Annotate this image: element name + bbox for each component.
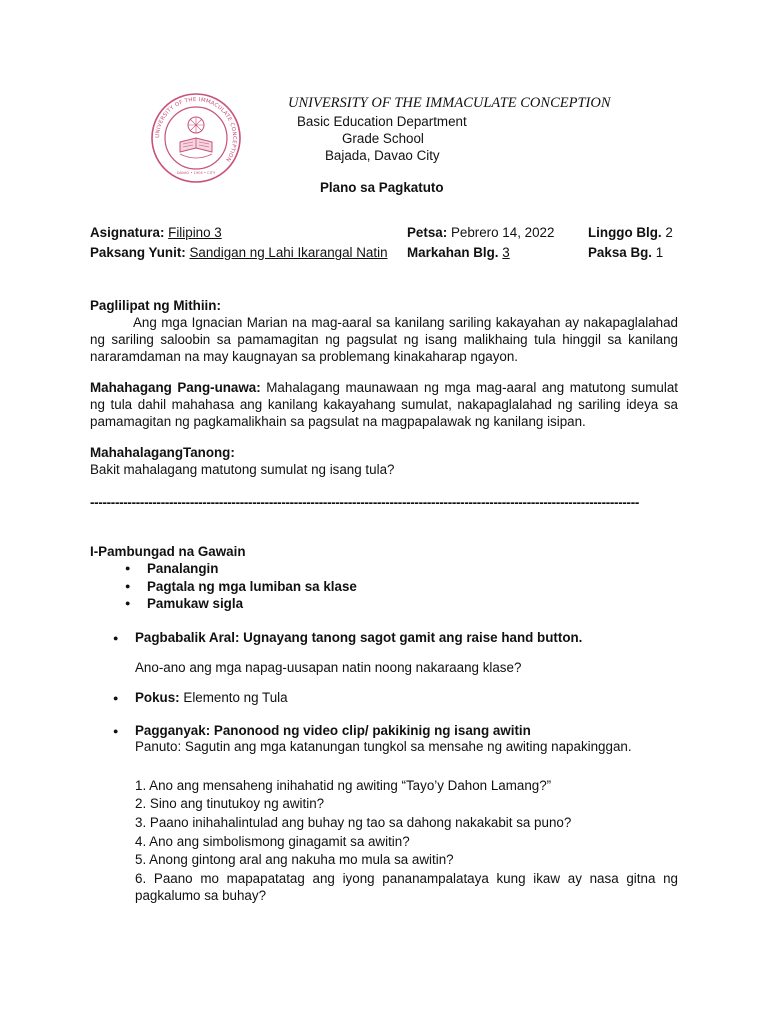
pambungad-list: [125, 560, 357, 613]
linggo-row: [588, 225, 673, 240]
university-name: UNIVERSITY OF THE IMMACULATE CONCEPTION: [288, 95, 611, 111]
question-item: 2. Sino ang tinutukoy ng awitin?: [135, 796, 325, 811]
balik-aral-question: Ano-ano ang mga napag-uusapan natin noong nakaraang klase?: [135, 660, 522, 675]
markahan-row: [407, 245, 510, 260]
list-item: ● Pamukaw sigla: [125, 595, 357, 613]
balik-aral-label: Pagbabalik Aral: Ugnayang tanong sagot gamit ang raise hand button.: [135, 630, 583, 645]
list-item: ● Panalangin: [125, 560, 357, 578]
paksa-label: Paksa Bg.: [588, 245, 653, 260]
bullet-icon: ●: [113, 726, 119, 736]
paglilipat-heading: Paglilipat ng Mithiin:: [90, 298, 221, 313]
school-name: Grade School: [342, 131, 424, 146]
question-item: 3. Paano inihahalintulad ang buhay ng tao sa dahong nakakabit sa puno?: [135, 815, 572, 830]
pambungad-heading: I-Pambungad na Gawain: [90, 544, 246, 559]
petsa-label: Petsa:: [407, 225, 448, 240]
paksang-yunit-value: Sandigan ng Lahi Ikarangal Natin: [189, 245, 388, 260]
petsa-value: Pebrero 14, 2022: [450, 225, 555, 240]
list-item: ● Pagtala ng mga lumiban sa klase: [125, 578, 357, 596]
petsa-row: [407, 225, 554, 240]
asignatura-value: Filipino 3: [168, 225, 222, 240]
question-item: 1. Ano ang mensaheng inihahatid ng awiting “Tayo’y Dahon Lamang?”: [135, 778, 552, 793]
university-seal: [150, 92, 242, 184]
asignatura-label: Asignatura:: [90, 225, 165, 240]
paksang-yunit-label: Paksang Yunit:: [90, 245, 186, 260]
school-location: Bajada, Davao City: [325, 148, 440, 163]
mahahagang-text: Mahalagang maunawaan ng mga mag-aaral ang matutong sumulat ng tula dahil mahahasa ang kanilang kakayahang sumulat, nakapaglalahad ng sariling ideya sa pamamagitan ng pagkamalikhain sa pagsulat na magpapalawak ng kanilang isipan.: [90, 380, 678, 429]
asignatura-row: [90, 225, 222, 240]
paglilipat-text: Ang mga Ignacian Marian na mag-aaral sa kanilang sariling kakayahan ay nakapaglalahad ng sariling saloobin sa pamamagitan ng pagsulat ng isang malikhaing tula hinggil sa kanilang nararamdaman na may kaugnayan sa problemang kinakaharap ngayon.: [90, 315, 678, 364]
tanong-text: Bakit mahalagang matutong sumulat ng isang tula?: [90, 462, 395, 477]
pokus-row: [135, 690, 288, 705]
question-item: 5. Anong gintong aral ang nakuha mo mula sa awitin?: [135, 852, 454, 867]
markahan-label: Markahan Blg.: [407, 245, 499, 260]
paksa-value: 1: [655, 245, 664, 260]
paksa-row: [588, 245, 663, 260]
markahan-value: 3: [502, 245, 510, 260]
mahahagang-block: [90, 379, 678, 430]
pokus-value: Elemento ng Tula: [183, 690, 288, 705]
seal-ring-text: UNIVERSITY OF THE IMMACULATE CONCEPTION: [154, 96, 238, 163]
bullet-icon: ●: [113, 693, 119, 703]
bullet-icon: ●: [113, 633, 119, 643]
pagganyak-label: Pagganyak: Panonood ng video clip/ pakikinig ng isang awitin: [135, 723, 531, 738]
question-item: 4. Ano ang simbolismong ginagamit sa awitin?: [135, 834, 410, 849]
linggo-value: 2: [665, 225, 673, 240]
plan-title: Plano sa Pagkatuto: [320, 180, 444, 195]
department-name: Basic Education Department: [297, 114, 467, 129]
seal-bottom-text: DAVAO • 1905 • CITY: [176, 171, 216, 175]
divider-line: ------------------------------------------------------------------------------------------------------------------------------------: [90, 495, 640, 510]
tanong-heading: MahahalagangTanong:: [90, 445, 235, 460]
linggo-label: Linggo Blg.: [588, 225, 662, 240]
paksang-yunit-row: [90, 245, 388, 260]
question-item: 6. Paano mo mapapatatag ang iyong pananampalataya kung ikaw ay nasa gitna ng pagkalumo sa buhay?: [135, 871, 678, 903]
mahahagang-heading: Mahahagang Pang-unawa:: [90, 380, 261, 395]
panuto-text: Panuto: Sagutin ang mga katanungan tungkol sa mensahe ng awiting napakinggan.: [135, 739, 632, 754]
pokus-label: Pokus:: [135, 690, 180, 705]
